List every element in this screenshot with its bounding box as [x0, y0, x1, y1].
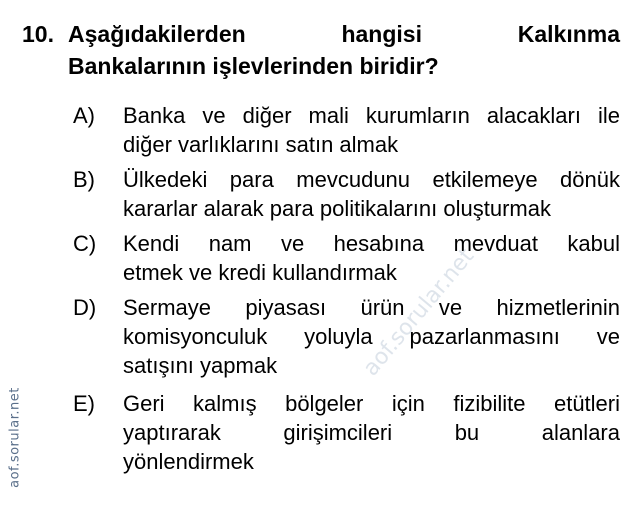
option-b-line2: kararlar alarak para politikalarını oluşturmak: [123, 196, 551, 221]
option-b-text: [123, 165, 620, 223]
option-e-line1: Geri kalmış bölgeler için fizibilite etütleri: [123, 391, 620, 416]
watermark-diagonal: aof.sorular.net: [358, 244, 480, 381]
question-stem-line1: Aşağıdakilerden hangisi Kalkınma: [68, 21, 620, 47]
option-d-letter: D): [73, 295, 97, 320]
option-c-text: [123, 229, 620, 287]
option-a-line1: Banka ve diğer mali kurumların alacakları ile: [123, 103, 620, 128]
question-stem-line2: Bankalarının işlevlerinden biridir?: [68, 53, 439, 79]
watermark-side: aof.sorular.net: [7, 387, 23, 488]
option-c-line1: Kendi nam ve hesabına mevduat kabul: [123, 231, 620, 256]
question-stem: [68, 18, 620, 82]
option-a-letter: A): [73, 103, 95, 128]
option-b-line1: Ülkedeki para mevcudunu etkilemeye dönük: [123, 167, 620, 192]
option-c-letter: C): [73, 231, 97, 256]
question-number: 10.: [22, 21, 54, 47]
option-d-line3: satışını yapmak: [123, 353, 278, 378]
option-b-letter: B): [73, 167, 95, 192]
option-e-line3: yönlendirmek: [123, 449, 254, 474]
option-d-line1: Sermaye piyasası ürün ve hizmetlerinin: [123, 295, 620, 320]
option-d-line2: komisyonculuk yoluyla pazarlanmasını ve: [123, 324, 620, 349]
option-a-text: [123, 101, 620, 159]
option-e-text: [123, 389, 620, 476]
option-e-letter: E): [73, 391, 95, 416]
option-c-line2: etmek ve kredi kullandırmak: [123, 260, 397, 285]
option-a-line2: diğer varlıklarını satın almak: [123, 132, 399, 157]
option-e-line2: yaptırarak girişimcileri bu alanlara: [123, 420, 620, 445]
